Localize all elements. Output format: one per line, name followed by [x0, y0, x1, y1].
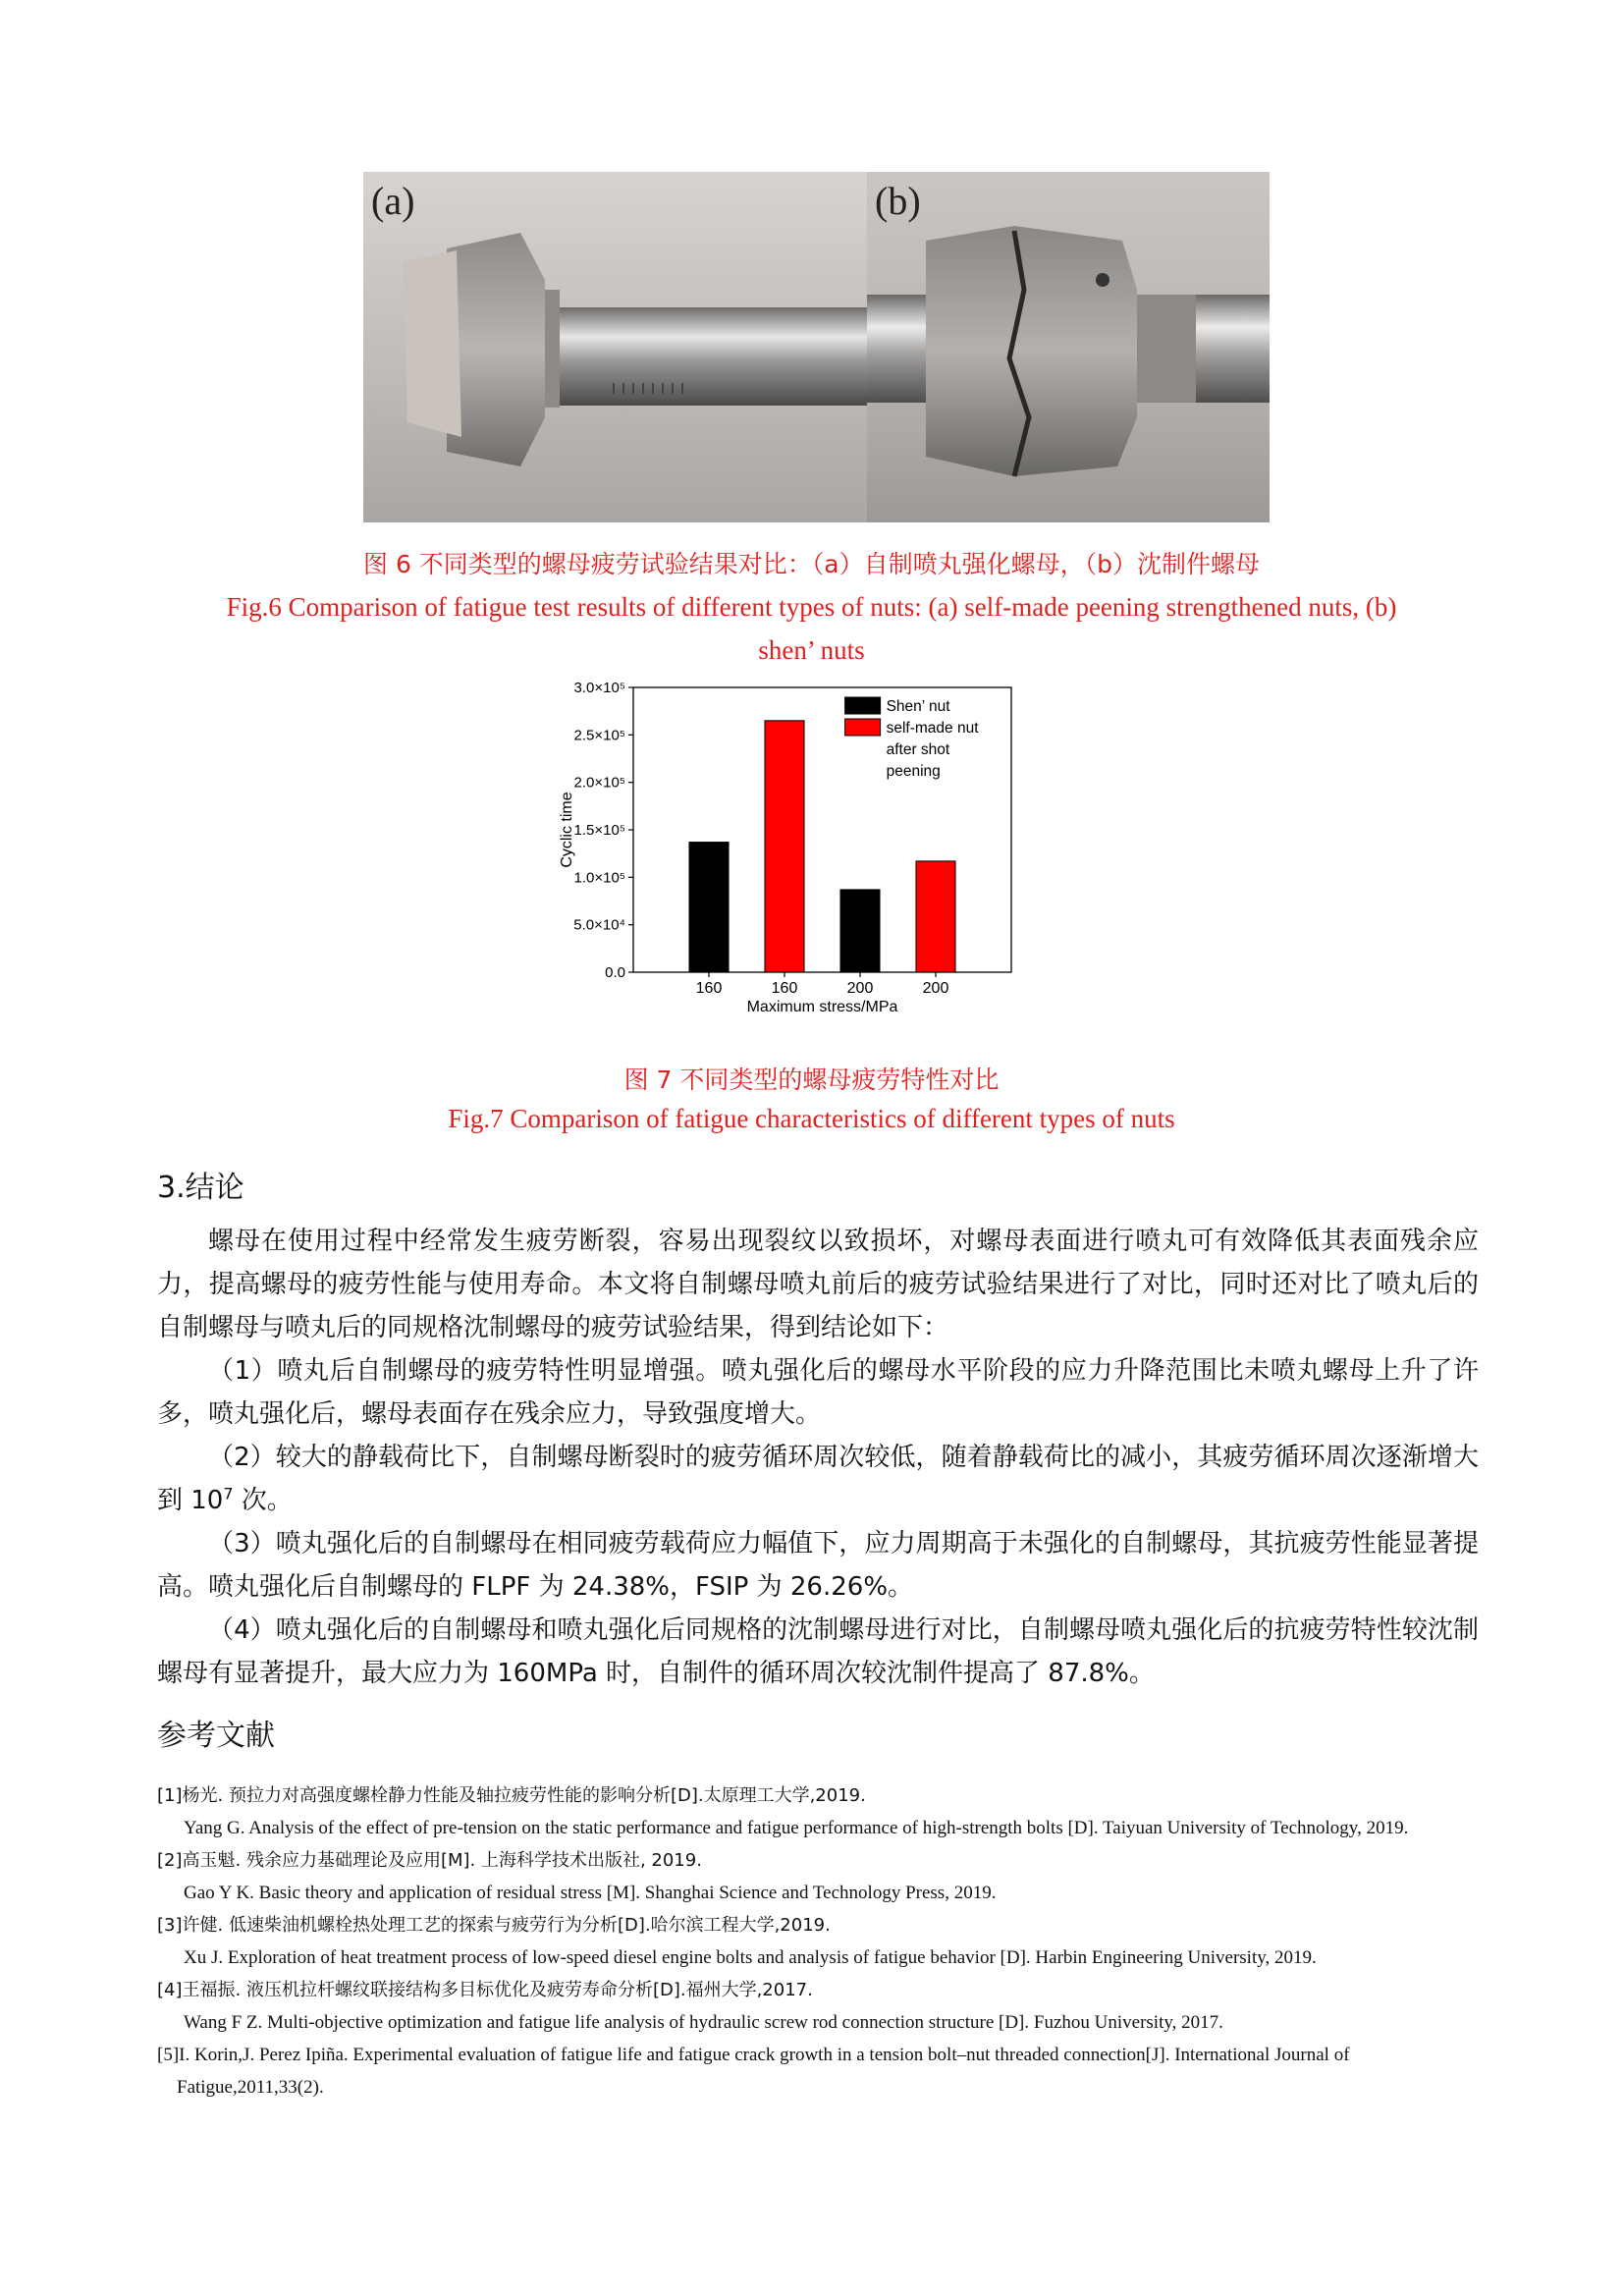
reference-3-en: Xu J. Exploration of heat treatment process of low-speed diesel engine bolts and analysis of fatigue behavior [D]. Harbin Engineering University, 2019. — [184, 1947, 1317, 1968]
y-tick-label: 2.0×10⁵ — [573, 774, 625, 792]
conclusion-body — [157, 1220, 1479, 1695]
chart-bar — [840, 890, 880, 972]
y-tick-label: 2.5×10⁵ — [573, 727, 625, 744]
chart-y-axis-label: Cyclic time — [560, 792, 575, 868]
figure6-caption-en-line2: shen’ nuts — [758, 635, 865, 665]
reference-1-cn: [1]杨光. 预拉力对高强度螺栓静力性能及轴拉疲劳性能的影响分析[D].太原理工大学,2019. — [157, 1785, 866, 1806]
figure7-chart-svg — [560, 674, 1051, 1037]
para2-text-end: 次。 — [233, 1486, 293, 1515]
panel-a-label: (a) — [371, 179, 415, 223]
photo-a-illustration — [363, 172, 867, 522]
chart-x-axis-label: Maximum stress/MPa — [746, 999, 898, 1015]
y-tick-label: 0.0 — [605, 964, 625, 981]
reference-4-cn: [4]王福振. 液压机拉杆螺纹联接结构多目标优化及疲劳寿命分析[D].福州大学,2017. — [157, 1980, 813, 2000]
reference-5: [5]I. Korin,J. Perez Ipiña. Experimental evaluation of fatigue life and fatigue crack growth in a tension bolt–nut threaded connection[J]. International Journal of Fatigue,2011,33(2). — [157, 2045, 1350, 2098]
x-tick-label: 160 — [771, 980, 798, 997]
reference-4-en: Wang F Z. Multi-objective optimization and fatigue life analysis of hydraulic screw rod connection structure [D]. Fuzhou University, 2017. — [184, 2012, 1223, 2033]
legend-label: peening — [886, 763, 941, 780]
paragraph-point-4: （4）喷丸强化后的自制螺母和喷丸强化后同规格的沈制螺母进行对比，自制螺母喷丸强化后的抗疲劳特性较沈制螺母有显著提升，最大应力为 160MPa 时，自制件的循环周次较沈制件提高了 87.8%。 — [157, 1615, 1479, 1688]
y-tick-label: 3.0×10⁵ — [573, 680, 625, 696]
x-tick-label: 200 — [922, 980, 949, 997]
chart-bar — [916, 861, 955, 972]
paragraph-intro: 螺母在使用过程中经常发生疲劳断裂，容易出现裂纹以致损坏，对螺母表面进行喷丸可有效降低其表面残余应力，提高螺母的疲劳性能与使用寿命。本文将自制螺母喷丸前后的疲劳试验结果进行了对比，同时还对比了喷丸后的自制螺母与喷丸后的同规格沈制螺母的疲劳试验结果，得到结论如下： — [157, 1227, 1479, 1342]
figure6-photo-b — [867, 172, 1270, 522]
figure6-caption-cn: 图 6 不同类型的螺母疲劳试验结果对比：（a）自制喷丸强化螺母，（b）沈制件螺母 — [363, 550, 1260, 578]
legend-label: Shen’ nut — [886, 698, 950, 715]
x-tick-label: 160 — [695, 980, 723, 997]
photo-b-illustration — [867, 172, 1270, 522]
reference-3-cn: [3]许健. 低速柴油机螺栓热处理工艺的探索与疲劳行为分析[D].哈尔滨工程大学,2019. — [157, 1915, 831, 1936]
paragraph-point-3: （3）喷丸强化后的自制螺母在相同疲劳载荷应力幅值下，应力周期高于未强化的自制螺母，其抗疲劳性能显著提高。喷丸强化后自制螺母的 FLPF 为 24.38%，FSIP 为 26.26%。 — [157, 1529, 1479, 1602]
figure7-chart — [560, 674, 1051, 1037]
x-tick-label: 200 — [846, 980, 874, 997]
reference-list — [157, 1779, 1483, 2104]
paragraph-point-2 — [157, 1436, 1479, 1522]
para2-text: （2）较大的静载荷比下，自制螺母断裂时的疲劳循环周次较低，随着静载荷比的减小，其疲劳循环周次逐渐增大到 10 — [157, 1443, 1479, 1515]
panel-b-label: (b) — [875, 179, 921, 223]
y-tick-label: 5.0×10⁴ — [573, 916, 625, 934]
chart-bar — [689, 843, 729, 972]
legend-label: after shot — [886, 741, 950, 758]
y-tick-label: 1.0×10⁵ — [573, 869, 625, 887]
figure7-caption-cn: 图 7 不同类型的螺母疲劳特性对比 — [623, 1066, 1000, 1094]
references-title: 参考文献 — [157, 1719, 275, 1753]
reference-1-en: Yang G. Analysis of the effect of pre-tension on the static performance and fatigue performance of high-strength bolts [D]. Taiyuan University of Technology, 2019. — [184, 1818, 1409, 1838]
figure7-caption-en: Fig.7 Comparison of fatigue characteristics of different types of nuts — [448, 1104, 1175, 1133]
reference-2-cn: [2]高玉魁. 残余应力基础理论及应用[M]. 上海科学技术出版社, 2019. — [157, 1850, 702, 1871]
legend-swatch — [845, 719, 881, 736]
paragraph-point-1: （1）喷丸后自制螺母的疲劳特性明显增强。喷丸强化后的螺母水平阶段的应力升降范围比未喷丸螺母上升了许多，喷丸强化后，螺母表面存在残余应力，导致强度增大。 — [157, 1356, 1479, 1429]
legend-swatch — [845, 697, 881, 714]
figure6-caption-en-line1: Fig.6 Comparison of fatigue test results of different types of nuts: (a) self-made peening strengthened nuts, (b) — [226, 592, 1397, 622]
legend-label: self-made nut — [886, 720, 979, 737]
figure6-photo-a — [363, 172, 867, 522]
section-title: 3.结论 — [157, 1171, 244, 1205]
para2-superscript: 7 — [223, 1484, 234, 1503]
y-tick-label: 1.5×10⁵ — [573, 822, 625, 839]
reference-2-en: Gao Y K. Basic theory and application of residual stress [M]. Shanghai Science and Technology Press, 2019. — [184, 1883, 997, 1903]
chart-bar — [765, 721, 804, 972]
